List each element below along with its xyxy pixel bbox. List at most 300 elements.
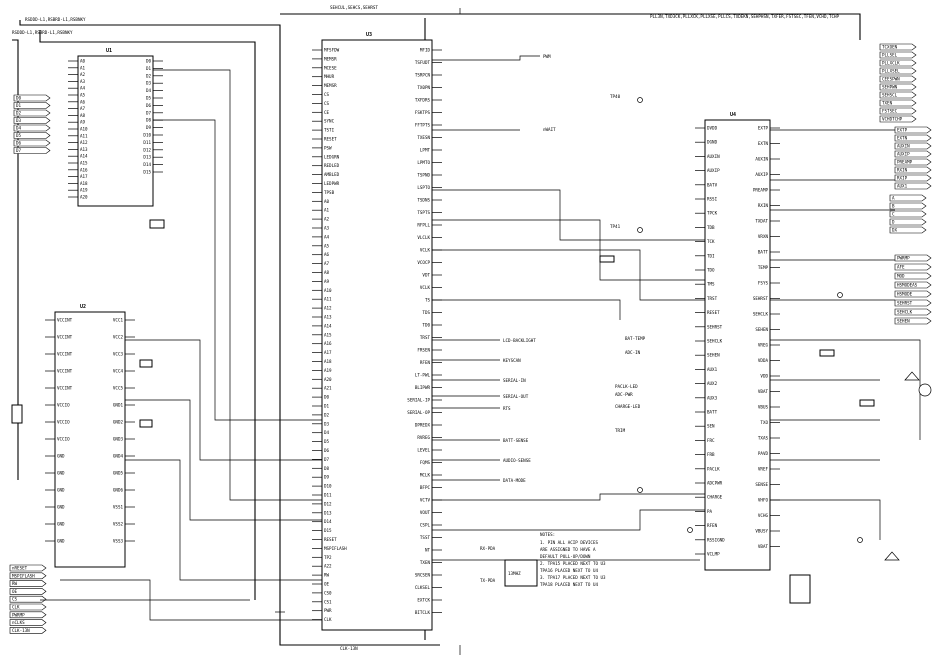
u4-pin-label: VREF: [757, 466, 768, 472]
u3-pin-label: NT: [424, 547, 430, 553]
u4-pin-label: TDB: [707, 224, 715, 230]
conn-lt-label: D0: [16, 95, 22, 101]
u2-pin-label: GND6: [112, 487, 123, 493]
signal-rts: RTS: [503, 406, 511, 411]
u3-pin-label: A1: [324, 207, 330, 213]
bus-label-top-left: RSDDD-L1,RSBRD-L1,RSBNKY: [25, 17, 86, 22]
signal-lcd: LCD-BACKLIGHT: [503, 338, 536, 343]
u1-pin-label: D6: [145, 102, 151, 108]
chip-u4-ref: U4: [730, 112, 737, 118]
notes-line: 3. TPA17 PLACED NEXT TO U3: [540, 575, 606, 580]
u3-pin-label: MFID: [419, 47, 430, 53]
u2-pin-label: VSS2: [112, 521, 123, 527]
u1-pin-label: D13: [143, 154, 151, 160]
bus-label-bottom: CLK-13N: [340, 646, 358, 651]
u3-pin-label: RESET: [324, 136, 337, 142]
u1-pin-label: D3: [145, 80, 151, 86]
u3-pin-label: CLKSEL: [414, 585, 430, 590]
u1-pin-label: A12: [80, 140, 88, 146]
conn-lt-label: D1: [16, 103, 22, 108]
u3-pin-label: D14: [324, 519, 332, 525]
conn-rm-label: EXTN: [897, 135, 908, 141]
u4-pin-label: TRST: [707, 295, 718, 301]
signal-serial-in: SERIAL-IN: [503, 378, 526, 383]
signal-datamode: DATA-MODE: [503, 478, 526, 483]
u2-pin-label: GND: [57, 521, 65, 527]
signal-paden: PACLK-LED: [615, 384, 638, 389]
u2-pin-label: GND: [57, 453, 65, 459]
u3-pin-label: D11: [324, 492, 332, 498]
u3-pin-label: VCTV: [419, 497, 430, 503]
u4-pin-label: PACLK: [707, 466, 720, 472]
conn-rd-label: DX: [892, 227, 898, 233]
u1-pin-label: A8: [80, 112, 86, 118]
u4-pin-label: ADCPWR: [707, 480, 723, 486]
u4-pin-label: AUXIP: [755, 172, 768, 177]
u1-pin-label: D2: [145, 73, 151, 79]
u4-pin-label: TDI: [707, 253, 715, 259]
u3-pin-label: RFEN: [419, 360, 430, 365]
u4-pin-label: EXTP: [757, 125, 768, 131]
conn-lb-label: RW: [12, 581, 18, 587]
u2-pin-label: VCCINT: [57, 334, 73, 340]
u3-pin-label: A9: [324, 278, 330, 284]
u4-pin-label: EXTN: [757, 141, 768, 146]
u3-pin-label: REDLED: [324, 163, 340, 169]
u2-pin-label: GND4: [112, 453, 123, 459]
notes-title: NOTES:: [540, 532, 556, 537]
u2-pin-label: VCCIO: [57, 402, 70, 408]
notes-line: 1. PIN ALL ACIP DEVICES: [540, 540, 598, 545]
conn-lb-label: CS: [12, 596, 18, 602]
conn-rm-label: RXIP: [897, 175, 908, 181]
conn-rm-label: AUXIN: [897, 143, 910, 149]
u3-pin-label: RFPLL: [417, 222, 430, 228]
signal-adcpwr: ADC-PWR: [615, 392, 633, 397]
u3-pin-label: MCLK: [419, 472, 430, 478]
signal-rxpda: RX-PDA: [480, 546, 496, 551]
connector-right-lower: [895, 255, 931, 324]
conn-rd-flag: [890, 203, 926, 209]
conn-rt-label: PLLSEL: [882, 52, 898, 58]
notes-line: TPA18 PLACED NEXT TO U4: [540, 582, 598, 587]
conn-rd-label: C: [892, 211, 895, 217]
conn-lt-label: D3: [16, 118, 22, 123]
u1-pin-label: A16: [80, 167, 88, 173]
u3-pin-label: CS0: [324, 590, 332, 596]
u2-pin-label: GND: [57, 470, 65, 476]
u3-pin-label: TX0PN: [417, 85, 430, 90]
u1-pin-label: A0: [80, 58, 86, 64]
u4-pin-label: SEHCLK: [707, 338, 723, 344]
u2-pin-label: GND2: [112, 419, 123, 425]
u4-pin-label: SEHRST: [752, 296, 768, 301]
conn-rl-label: SEHRST: [897, 300, 913, 306]
signal-keys: KEYSCAN: [503, 358, 521, 363]
u2-pin-label: GND: [57, 504, 65, 510]
testpoint-a: TP40: [610, 94, 621, 99]
chip-u3: [322, 40, 432, 630]
u1-pin-label: D15: [143, 169, 151, 175]
u3-pin-label: CS: [324, 92, 330, 97]
u4-pin-label: FRC: [707, 437, 715, 443]
conn-rt-label: SEHPWN: [882, 84, 898, 90]
u1-pin-label: D11: [143, 139, 151, 145]
conn-rm-label: AUXIP: [897, 151, 910, 157]
conn-rt-label: CEESPWN: [882, 76, 900, 82]
chip-u1-ref: U1: [106, 48, 113, 54]
u3-pin-label: A5: [324, 243, 330, 249]
u3-pin-label: OE: [324, 581, 330, 587]
u1-pin-label: A14: [80, 153, 88, 159]
u4-pin-label: VBUS: [757, 404, 768, 410]
conn-rl-label: AFE: [897, 264, 905, 270]
u3-pin-label: BITCLK: [414, 610, 430, 615]
u1-pin-label: D5: [145, 95, 151, 101]
signal-wires: [40, 56, 920, 623]
conn-rd-flag: [890, 219, 926, 225]
conn-rm-label: PREAMP: [897, 159, 913, 165]
u3-pin-label: BFPC: [419, 485, 430, 490]
u4-pin-label: BATT: [707, 409, 718, 415]
conn-lb-label: nRESET: [12, 565, 28, 571]
u1-pin-label: D10: [143, 132, 151, 138]
u3-pin-label: SRCSEN: [414, 572, 430, 578]
u3-pin-label: RW: [324, 572, 330, 578]
u4-pin-label: VBAT: [757, 544, 768, 549]
u4-pin-label: DVDD: [707, 125, 718, 131]
u4-pin-label: SEN: [707, 423, 715, 429]
conn-rl-label: MOD: [897, 273, 905, 279]
u2-pin-label: GND3: [112, 436, 123, 442]
conn-rd-flag: [890, 211, 926, 217]
u1-pin-label: A10: [80, 126, 88, 132]
signal-bat-temp: BAT-TEMP: [625, 336, 646, 341]
conn-lt-label: D2: [16, 110, 22, 116]
u4-pin-label: RESET: [707, 310, 720, 316]
conn-rl-label: PWRMP: [897, 255, 910, 261]
u1-pin-label: A9: [80, 119, 86, 125]
u3-pin-label: D2: [324, 412, 330, 418]
conn-rt-label: TXEN: [882, 100, 893, 106]
u1-pin-label: A7: [80, 106, 86, 112]
u3-pin-label: RVREG: [417, 435, 430, 440]
u3-pin-label: MEMSR: [324, 56, 337, 62]
u4-pin-label: FSYS: [757, 280, 768, 286]
u4-pin-label: BATV: [707, 182, 718, 188]
u3-pin-label: BLIPWR: [414, 385, 430, 390]
u3-pin-label: A11: [324, 296, 332, 302]
u2-pin-label: GND1: [112, 402, 123, 408]
u3-pin-label: A10: [324, 287, 332, 293]
u1-pin-label: A1: [80, 65, 86, 71]
u1-pin-label: A3: [80, 78, 86, 84]
chip-u3-ref: U3: [366, 32, 373, 38]
conn-rd-label: A: [892, 195, 895, 201]
u4-pin-label: VCHG: [757, 513, 768, 518]
u1-pin-label: D8: [145, 117, 151, 123]
u4-pin-label: TMS: [707, 281, 715, 287]
u4-pin-label: TXO: [760, 420, 768, 425]
bus-label-top-mid: SEHCUL,SEHCS,SEHRST: [330, 5, 378, 10]
u3-pin-label: LEDGRN: [324, 154, 340, 160]
u3-pin-label: D12: [324, 501, 332, 507]
u3-pin-label: A4: [324, 234, 330, 240]
u4-pin-label: AUX1: [707, 366, 718, 372]
u3-pin-label: DPREDX: [414, 422, 430, 428]
u3-pin-label: D15: [324, 528, 332, 534]
notes-line: DEFAULT PULL-UP/DOWN: [540, 554, 591, 559]
u3-pin-label: A0: [324, 198, 330, 204]
u2-pin-label: VCCIO: [57, 436, 70, 442]
u3-pin-label: LEVEL: [417, 447, 430, 453]
u4-pin-label: VDD: [760, 373, 768, 379]
conn-lb-label: CLK: [12, 604, 20, 610]
conn-rl-label: SEHCLK: [897, 309, 913, 315]
conn-rd-label: B: [892, 203, 895, 209]
conn-rd-flag: [890, 195, 926, 201]
conn-rl-label: SEHEN: [897, 318, 910, 324]
u2-pin-label: VCCIO: [57, 419, 70, 425]
u3-pin-label: A21: [324, 385, 332, 391]
u4-pin-label: RSSI: [707, 196, 718, 202]
u3-pin-label: TPSB: [324, 189, 335, 195]
signal-serial-out: SERIAL-OUT: [503, 394, 529, 399]
u1-pin-label: A18: [80, 180, 88, 186]
connector-right-top: [880, 44, 916, 122]
u3-pin-label: PSW: [324, 145, 332, 151]
u2-pin-label: VCC3: [112, 351, 123, 357]
conn-lb-label: nCLKS: [12, 620, 25, 626]
u4-pin-label: TXDAT: [755, 218, 768, 224]
u3-pin-label: FQMS: [419, 460, 430, 465]
bus-label-left: RSDDD-L1,RSBRD-L1,RSBNKY: [12, 30, 73, 35]
u1-pin-label: D1: [145, 65, 151, 71]
u1-pin-label: A2: [80, 72, 86, 78]
u1-pin-label: A11: [80, 133, 88, 139]
u2-pin-label: VCCINT: [57, 368, 73, 374]
u3-pin-label: CS1: [324, 599, 332, 605]
u3-pin-label: D10: [324, 483, 332, 489]
u1-pin-label: D14: [143, 162, 151, 168]
u3-pin-label: FRSEN: [417, 347, 430, 353]
u4-pin-label: VBAT: [757, 389, 768, 394]
signal-adc-in: ADC-IN: [625, 350, 641, 355]
u3-pin-label: SERIAL-IP: [407, 397, 430, 403]
u3-pin-label: A15: [324, 332, 332, 338]
u3-pin-label: TSFUDT: [414, 60, 430, 65]
u2-pin-label: VCCINT: [57, 351, 73, 357]
u1-pin-label: A6: [80, 99, 86, 105]
conn-lb-label: OE: [12, 588, 18, 594]
u4-pin-label: FRB: [707, 452, 715, 458]
u1-pin-label: D12: [143, 147, 151, 153]
u4-pin-label: VBUSY: [755, 528, 768, 534]
u4-pin-label: RSSIGND: [707, 537, 725, 543]
u3-pin-label: TD0: [422, 322, 430, 328]
conn-rt-label: FSTSEC: [882, 108, 898, 114]
u3-pin-label: CE: [324, 109, 330, 115]
u3-pin-label: RESET: [324, 537, 337, 542]
u1-pin-label: D9: [145, 125, 151, 131]
u2-pin-label: VCCINT: [57, 385, 73, 391]
u2-pin-label: VCCINT: [57, 317, 73, 323]
u4-pin-label: TEMP: [757, 265, 768, 270]
u4-pin-label: SENSE: [755, 482, 768, 487]
u3-pin-label: D3: [324, 421, 330, 427]
u4-pin-label: TPCK: [707, 210, 718, 216]
u3-pin-label: TRST: [419, 335, 430, 340]
u3-pin-label: AMBLED: [324, 172, 340, 178]
u3-pin-label: LSPTO: [417, 185, 430, 190]
u3-pin-label: TSRPCN: [414, 72, 430, 78]
u3-pin-label: A19: [324, 367, 332, 373]
u4-pin-label: TXAS: [757, 435, 768, 441]
conn-rt-label: PLLXSEL: [882, 68, 900, 74]
signal-charge: CHARGE-LED: [615, 404, 641, 409]
testpoint-b: TP41: [610, 224, 621, 229]
u3-pin-label: D5: [324, 439, 330, 445]
u2-pin-label: VCC4: [112, 368, 123, 374]
u3-pin-label: A14: [324, 323, 332, 329]
signal-batt: BATT-SENSE: [503, 438, 529, 443]
u3-pin-label: VLCLK: [417, 235, 430, 240]
u3-pin-label: A12: [324, 305, 332, 311]
u3-pin-label: TSST: [419, 535, 430, 540]
u3-pin-label: LEDPWR: [324, 181, 340, 186]
u1-pin-label: A19: [80, 187, 88, 193]
u4-pin-label: TDO: [707, 267, 715, 273]
u4-pin-label: AUX2: [707, 381, 718, 387]
u4-pin-label: CHARGE: [707, 494, 723, 500]
u1-pin-label: D7: [145, 110, 151, 116]
connector-right-mid: [895, 127, 931, 189]
u3-pin-label: TS: [424, 297, 430, 303]
u3-pin-label: TXEN: [419, 560, 430, 565]
crystal-freq: 13MHZ: [508, 571, 521, 576]
u3-pin-label: MCESE: [324, 65, 337, 71]
u4-pin-label: AUXIN: [755, 156, 768, 162]
u4-pin-label: PREAMP: [752, 187, 768, 193]
u1-pin-label: D0: [145, 58, 151, 64]
u3-pin-label: A7: [324, 261, 330, 267]
conn-lb-label: MSPIFLASH: [12, 573, 35, 579]
u3-pin-label: CSPL: [419, 522, 430, 528]
conn-rd-label: D: [892, 219, 895, 225]
u3-pin-label: A22: [324, 563, 332, 569]
conn-rt-label: TCXOEN: [882, 44, 898, 50]
notes-line: TPA16 PLACED NEXT TO U4: [540, 568, 598, 573]
notes-block: [540, 532, 606, 587]
u2-pin-label: VSS1: [112, 504, 123, 510]
conn-rt-label: VCHDTCHP: [882, 116, 903, 122]
conn-lb-label: PWRMP: [12, 612, 25, 618]
u3-pin-label: SYNC: [324, 118, 335, 124]
connector-left-top: [14, 95, 50, 154]
u3-pin-label: TSPND: [417, 172, 430, 178]
u3-pin-label: A18: [324, 359, 332, 364]
u4-pin-label: VREG: [757, 342, 768, 348]
conn-lt-label: D6: [16, 140, 22, 146]
u1-pin-label: A13: [80, 146, 88, 152]
u3-pin-label: A2: [324, 216, 330, 222]
u2-pin-label: VCC1: [112, 317, 123, 323]
u3-pin-label: VOUT: [419, 510, 430, 515]
u1-pin-label: A5: [80, 92, 86, 98]
u2-pin-label: GND5: [112, 470, 123, 476]
u1-pin-label: D4: [145, 88, 151, 94]
u4-pin-label: AUX3: [707, 395, 718, 401]
u3-pin-label: MFSFDW: [324, 47, 340, 53]
u4-pin-label: RFEN: [707, 523, 718, 529]
conn-lt-label: D5: [16, 133, 22, 138]
u2-pin-label: VSS3: [112, 538, 123, 544]
u3-pin-label: D6: [324, 448, 330, 453]
u4-pin-label: SEHEN: [707, 352, 720, 358]
u3-pin-label: FFTPTS: [414, 122, 430, 128]
chip-u1: [78, 56, 153, 206]
u3-pin-label: D8: [324, 465, 330, 471]
u3-pin-label: D9: [324, 474, 330, 480]
u1-pin-label: A15: [80, 160, 88, 166]
u3-pin-label: D1: [324, 403, 330, 409]
u3-pin-label: LPMTO: [417, 160, 430, 165]
u1-pin-label: A20: [80, 194, 88, 200]
u4-pin-label: TCK: [707, 239, 715, 245]
u4-pin-label: AUXIP: [707, 168, 720, 174]
u4-pin-label: VDDA: [757, 358, 768, 363]
chip-u2-ref: U2: [80, 304, 87, 310]
u1-pin-label: A17: [80, 174, 88, 180]
u3-pin-label: TSPTS: [417, 210, 430, 215]
u3-pin-label: EXTCK: [417, 597, 430, 603]
u3-pin-label: SERIAL-OP: [407, 410, 430, 415]
conn-lt-label: D7: [16, 148, 22, 153]
u4-pin-label: PA: [707, 508, 713, 514]
u2-pin-label: VCC5: [112, 385, 123, 391]
connector-left-bottom: [10, 565, 46, 633]
u3-pin-label: TSDNS: [417, 197, 430, 203]
u3-pin-label: PWR: [324, 608, 332, 614]
u3-pin-label: TP2: [324, 554, 332, 560]
notes-line: ARE ASSIGNED TO HAVE A: [540, 547, 596, 552]
u3-pin-label: D13: [324, 510, 332, 516]
conn-lb-label: CLK-13N: [12, 627, 30, 633]
u3-pin-label: LPMT: [419, 147, 430, 153]
u3-pin-label: TXESN: [417, 135, 430, 140]
u3-pin-label: A13: [324, 314, 332, 320]
signal-pwm: PWM: [543, 54, 551, 59]
conn-rm-label: RXIN: [897, 167, 908, 173]
connector-right-diff: [890, 195, 926, 233]
u3-pin-label: D7: [324, 456, 330, 462]
signal-audio: AUDIO-SENSE: [503, 458, 531, 463]
bus-label-top-right: PLL3N,TXD3CK,PLLXCK,PLLXSE,PLLCS,TXDEKN,SEHPHSN,TXFER,FSTSEC,TFEN,VCHD,TCHP: [650, 14, 840, 19]
signal-wait: nWAIT: [543, 127, 556, 132]
u3-pin-label: TDS: [422, 310, 430, 315]
u4-pin-label: VHFO: [757, 497, 768, 503]
u4-pin-label: VCLMP: [707, 551, 720, 557]
u3-pin-label: MEMSR: [324, 83, 337, 89]
u3-pin-label: A8: [324, 270, 330, 275]
conn-rm-label: AUX1: [897, 183, 908, 189]
u3-pin-label: MSPIFLASH: [324, 545, 347, 551]
u1-pin-label: A4: [80, 85, 86, 91]
u3-pin-label: LT-PWL: [414, 372, 430, 378]
conn-rt-label: SEHSCL: [882, 92, 898, 98]
u3-pin-label: A3: [324, 225, 330, 231]
u4-pin-label: RXIN: [757, 203, 768, 208]
